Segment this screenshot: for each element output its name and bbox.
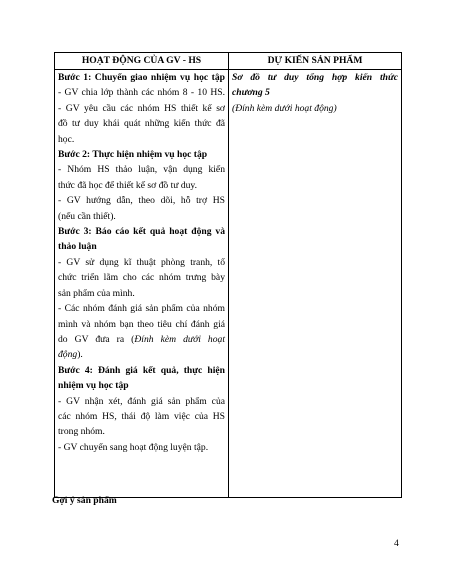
activity-line: - Các nhóm đánh giá sản phẩm của nhóm xyxy=(58,303,225,315)
activity-line: - GV chia lớp thành các nhóm 8 - 10 HS. xyxy=(58,87,225,99)
activity-line: Bước 3: Báo cáo kết quả hoạt động và xyxy=(58,226,225,238)
activity-line: Bước 1: Chuyển giao nhiệm vụ học tập xyxy=(58,72,225,83)
activities-column xyxy=(55,70,229,497)
activity-line: - GV hướng dẫn, theo dõi, hỗ trợ HS xyxy=(58,195,225,207)
activity-line: học. xyxy=(58,133,75,145)
table-body-row xyxy=(55,70,401,497)
activity-line: nhiệm vụ học tập xyxy=(58,380,129,392)
activity-line: thức đã học để thiết kế sơ đồ tư duy. xyxy=(58,179,198,191)
products-column xyxy=(229,70,401,497)
activity-line: - GV sử dụng kĩ thuật phòng tranh, tổ xyxy=(58,256,225,268)
product-line: chương 5 xyxy=(232,87,270,99)
product-line: Sơ đồ tư duy tổng hợp kiến thức xyxy=(232,72,398,83)
activity-line: - GV yêu cầu các nhóm HS thiết kế sơ xyxy=(58,102,225,114)
activity-line: trong nhóm. xyxy=(58,426,105,438)
activity-line: các nhóm HS, thái độ làm việc của HS xyxy=(58,410,225,422)
activity-table xyxy=(54,52,402,498)
activity-line: thảo luận xyxy=(58,241,97,253)
activity-line: - GV nhận xét, đánh giá sản phẩm của xyxy=(58,395,225,407)
activity-line: (nếu cần thiết). xyxy=(58,210,116,222)
product-line: (Đính kèm dưới hoạt động) xyxy=(232,102,337,114)
activity-line: động). xyxy=(58,349,83,361)
activity-line: chức triển lãm cho các nhóm trưng bày xyxy=(58,272,225,284)
activity-line: đồ tư duy khái quát những kiến thức đã xyxy=(58,118,225,130)
activity-line: - GV chuyển sang hoạt động luyện tập. xyxy=(58,441,209,453)
header-teacher-student-activities: HOẠT ĐỘNG CỦA GV - HS xyxy=(55,53,229,69)
activity-line: Bước 4: Đánh giá kết quả, thực hiện xyxy=(58,364,225,376)
table-header-row xyxy=(55,53,401,70)
page-number: 4 xyxy=(394,538,399,549)
activity-line: do GV đưa ra (Đính kèm dưới hoạt xyxy=(58,333,225,345)
activity-line: sản phẩm của mình. xyxy=(58,287,135,299)
activity-line: - Nhóm HS thảo luận, vận dụng kiến xyxy=(58,164,225,176)
product-suggestion-label: Gợi ý sản phẩm xyxy=(52,495,117,506)
header-expected-products: DỰ KIẾN SẢN PHẨM xyxy=(267,55,363,66)
activity-line: mình và nhóm bạn theo tiêu chí đánh giá xyxy=(58,318,225,330)
activity-line: Bước 2: Thực hiện nhiệm vụ học tập xyxy=(58,149,208,161)
